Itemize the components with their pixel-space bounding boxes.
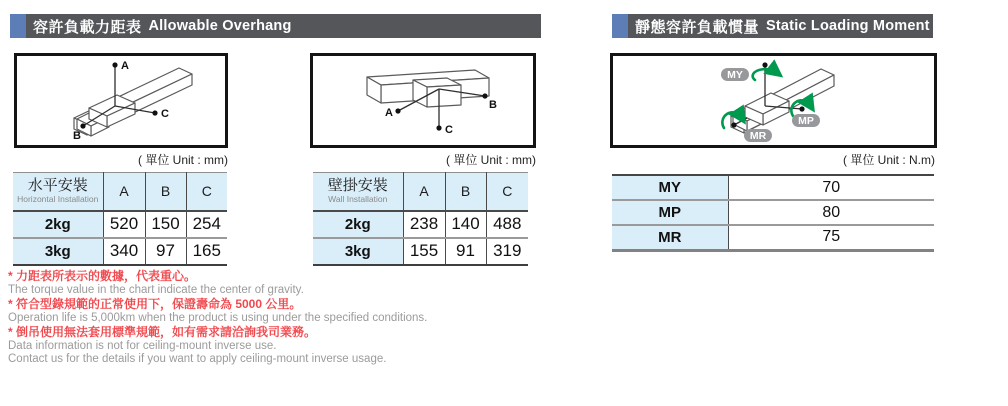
moment-diagram bbox=[613, 56, 934, 145]
carriage-shape bbox=[77, 95, 135, 136]
table-title-en: Horizontal Installation bbox=[17, 194, 99, 205]
table-header-row bbox=[313, 173, 528, 211]
moment-value-mp: 80 bbox=[728, 200, 934, 225]
table-title-zh: 壁掛安裝 bbox=[327, 177, 388, 195]
table-row bbox=[313, 211, 528, 238]
col-header-c: C bbox=[486, 173, 528, 211]
footnote-line: * 倒吊使用無法套用標準規範，如有需求請洽詢我司業務。 bbox=[8, 324, 317, 339]
point-b-dot bbox=[482, 93, 487, 98]
value-a: 340 bbox=[103, 238, 145, 265]
overhang-section-header bbox=[10, 14, 541, 38]
unit-caption-nm: ( 單位 Unit : N.m) bbox=[843, 153, 935, 167]
point-b-label: B bbox=[73, 130, 81, 142]
row-label: 3kg bbox=[313, 238, 403, 265]
header-accent-square bbox=[612, 14, 628, 38]
wall-installation-title-cell bbox=[313, 173, 403, 211]
static-loading-moment-table bbox=[612, 174, 934, 252]
table-header-row bbox=[13, 173, 227, 211]
my-badge bbox=[721, 68, 749, 81]
col-header-b: B bbox=[145, 173, 186, 211]
my-rotation-arrow bbox=[753, 69, 776, 80]
mp-badge-label: MP bbox=[798, 115, 814, 127]
my-axis-dot bbox=[762, 62, 767, 67]
point-b-dot bbox=[80, 123, 85, 128]
footnote-line: Operation life is 5,000km when the product is using under the specified conditions. bbox=[8, 311, 428, 324]
table-row bbox=[13, 211, 227, 238]
value-a: 520 bbox=[103, 211, 145, 238]
carriage-shape bbox=[413, 78, 461, 107]
point-c-dot bbox=[152, 110, 157, 115]
value-a: 238 bbox=[403, 211, 445, 238]
col-header-b: B bbox=[445, 173, 486, 211]
value-c: 254 bbox=[186, 211, 227, 238]
value-b: 150 bbox=[145, 211, 186, 238]
table-row bbox=[612, 175, 934, 200]
point-a-label: A bbox=[385, 107, 393, 119]
point-c-dot bbox=[436, 125, 441, 130]
overhang-title-en: Allowable Overhang bbox=[148, 18, 292, 34]
wall-installation-diagram bbox=[313, 56, 533, 145]
value-a: 155 bbox=[403, 238, 445, 265]
moment-title-en: Static Loading Moment bbox=[766, 18, 930, 34]
wall-installation-table bbox=[313, 172, 528, 266]
point-a-dot bbox=[112, 62, 117, 67]
moment-value-mr: 75 bbox=[728, 225, 934, 250]
value-c: 319 bbox=[486, 238, 528, 265]
table-row bbox=[13, 238, 227, 265]
col-header-c: C bbox=[186, 173, 227, 211]
table-row bbox=[313, 238, 528, 265]
mp-axis-dot bbox=[799, 106, 804, 111]
table-row bbox=[612, 200, 934, 225]
moment-section-header bbox=[612, 14, 933, 38]
mr-badge bbox=[744, 129, 772, 142]
horizontal-installation-diagram bbox=[17, 56, 225, 145]
moment-label-mr: MR bbox=[612, 225, 728, 250]
mr-axis-dot bbox=[731, 122, 736, 127]
footnote-line: * 符合型錄規範的正常使用下，保證壽命為 5000 公里。 bbox=[8, 296, 302, 311]
point-c-label: C bbox=[445, 124, 453, 136]
horizontal-installation-title-cell bbox=[13, 173, 103, 211]
my-badge-label: MY bbox=[727, 69, 743, 81]
unit-caption-mm-left: ( 單位 Unit : mm) bbox=[138, 153, 228, 167]
moment-header-bar bbox=[628, 14, 933, 38]
row-label: 3kg bbox=[13, 238, 103, 265]
wall-installation-diagram-box bbox=[310, 53, 536, 148]
carriage-shape bbox=[733, 93, 789, 131]
value-b: 97 bbox=[145, 238, 186, 265]
header-accent-square bbox=[10, 14, 26, 38]
overhang-header-bar bbox=[26, 14, 541, 38]
point-a-label: A bbox=[121, 60, 129, 72]
table-title-en: Wall Installation bbox=[328, 194, 388, 205]
col-header-a: A bbox=[103, 173, 145, 211]
point-b-label: B bbox=[489, 99, 497, 111]
table-row bbox=[612, 225, 934, 250]
row-label: 2kg bbox=[13, 211, 103, 238]
footnote-line: Contact us for the details if you want to apply ceiling-mount inverse usage. bbox=[8, 353, 387, 366]
horizontal-installation-diagram-box bbox=[14, 53, 228, 148]
unit-caption-mm-middle: ( 單位 Unit : mm) bbox=[446, 153, 536, 167]
value-b: 91 bbox=[445, 238, 486, 265]
point-a-dot bbox=[395, 108, 400, 113]
col-header-a: A bbox=[403, 173, 445, 211]
overhang-title-zh: 容許負載力距表 bbox=[33, 18, 142, 36]
row-label: 2kg bbox=[313, 211, 403, 238]
moment-value-my: 70 bbox=[728, 175, 934, 200]
moment-diagram-box bbox=[610, 53, 937, 148]
mr-badge-label: MR bbox=[749, 130, 767, 142]
moment-title-zh: 靜態容許負載慣量 bbox=[635, 18, 760, 36]
value-b: 140 bbox=[445, 211, 486, 238]
footnote-line: The torque value in the chart indicate the center of gravity. bbox=[8, 283, 304, 296]
mp-badge bbox=[792, 114, 820, 127]
footnotes bbox=[8, 270, 568, 367]
point-c-label: C bbox=[161, 108, 169, 120]
moment-label-mp: MP bbox=[612, 200, 728, 225]
footnote-line: Data information is not for ceiling-mount inverse use. bbox=[8, 339, 277, 352]
value-c: 488 bbox=[486, 211, 528, 238]
horizontal-installation-table bbox=[13, 172, 227, 266]
value-c: 165 bbox=[186, 238, 227, 265]
table-title-zh: 水平安裝 bbox=[27, 177, 88, 195]
moment-label-my: MY bbox=[612, 175, 728, 200]
footnote-line: * 力距表所表示的數據，代表重心。 bbox=[8, 269, 197, 283]
